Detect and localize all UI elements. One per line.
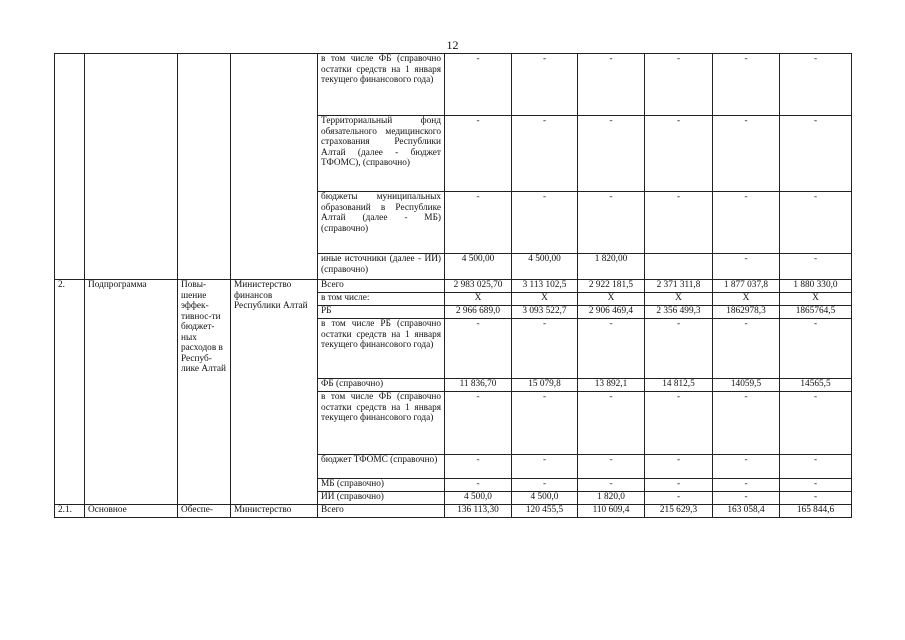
value-cell: - xyxy=(445,455,512,479)
value-cell: 165 844,6 xyxy=(780,505,852,518)
value-cell: 1 877 037,8 xyxy=(713,280,780,293)
value-cell: 15 079,8 xyxy=(512,379,578,392)
value-cell: - xyxy=(780,455,852,479)
value-cell: 120 455,5 xyxy=(512,505,578,518)
executor-name: Министерство финансов Республики Алтай xyxy=(231,280,318,505)
value-cell: X xyxy=(445,293,512,306)
value-cell: - xyxy=(445,116,512,192)
value-cell: 2 966 689,0 xyxy=(445,306,512,319)
source-label: ФБ (справочно) xyxy=(318,379,445,392)
value-cell: - xyxy=(780,192,852,254)
value-cell: - xyxy=(645,492,713,505)
value-cell: - xyxy=(645,319,713,379)
value-cell: 163 058,4 xyxy=(713,505,780,518)
source-label: Всего xyxy=(318,505,445,518)
value-cell xyxy=(645,254,713,280)
value-cell: - xyxy=(512,54,578,116)
name-cell xyxy=(178,54,231,280)
value-cell: - xyxy=(512,192,578,254)
value-cell: - xyxy=(445,192,512,254)
value-cell: - xyxy=(645,392,713,455)
value-cell: 3 113 102,5 xyxy=(512,280,578,293)
value-cell: X xyxy=(780,293,852,306)
value-cell: 2 906 469,4 xyxy=(578,306,645,319)
value-cell: 14565,5 xyxy=(780,379,852,392)
value-cell: 1 820,00 xyxy=(578,254,645,280)
table-body-main-activity xyxy=(55,505,852,518)
value-cell: 1862978,3 xyxy=(713,306,780,319)
value-cell: - xyxy=(578,455,645,479)
source-label: Территориальный фонд обязательного медицинского страхования Республики Алтай (далее - бюджет ТФОМС), (справочно) xyxy=(318,116,445,192)
value-cell: - xyxy=(445,54,512,116)
source-label: в том числе ФБ (справочно остатки средств на 1 января текущего финансового года) xyxy=(318,392,445,455)
value-cell: 136 113,30 xyxy=(445,505,512,518)
value-cell: - xyxy=(512,455,578,479)
value-cell: - xyxy=(645,54,713,116)
value-cell: 4 500,0 xyxy=(445,492,512,505)
source-label: РБ xyxy=(318,306,445,319)
value-cell: - xyxy=(780,479,852,492)
row-number: 2. xyxy=(55,280,85,505)
source-label: МБ (справочно) xyxy=(318,479,445,492)
value-cell: - xyxy=(780,392,852,455)
value-cell: - xyxy=(512,319,578,379)
value-cell: X xyxy=(713,293,780,306)
value-cell: 4 500,00 xyxy=(512,254,578,280)
value-cell: 4 500,00 xyxy=(445,254,512,280)
table-body-subprogram xyxy=(55,280,852,505)
value-cell: - xyxy=(780,116,852,192)
source-label: бюджеты муниципальных образований в Республике Алтай (далее - МБ) (справочно) xyxy=(318,192,445,254)
value-cell: - xyxy=(578,392,645,455)
value-cell: 13 892,1 xyxy=(578,379,645,392)
value-cell: 2 922 181,5 xyxy=(578,280,645,293)
value-cell: - xyxy=(445,319,512,379)
value-cell: - xyxy=(780,319,852,379)
table-row xyxy=(55,54,852,116)
value-cell: - xyxy=(445,479,512,492)
value-cell: - xyxy=(578,54,645,116)
executor-name: Министерство xyxy=(231,505,318,518)
source-label: Всего xyxy=(318,280,445,293)
value-cell: X xyxy=(578,293,645,306)
value-cell: 110 609,4 xyxy=(578,505,645,518)
source-label: в том числе: xyxy=(318,293,445,306)
value-cell: 3 093 522,7 xyxy=(512,306,578,319)
value-cell: - xyxy=(645,455,713,479)
activity-name: Обеспе- xyxy=(178,505,231,518)
value-cell: - xyxy=(578,192,645,254)
subprogram-name: Повы-шение эффек-тивнос-ти бюджет-ных расходов в Респуб-лике Алтай xyxy=(178,280,231,505)
value-cell: - xyxy=(512,392,578,455)
value-cell: - xyxy=(645,192,713,254)
value-cell: 215 629,3 xyxy=(645,505,713,518)
value-cell: 11 836,70 xyxy=(445,379,512,392)
value-cell: - xyxy=(780,254,852,280)
row-type: Основное xyxy=(85,505,178,518)
value-cell: 14 812,5 xyxy=(645,379,713,392)
value-cell: - xyxy=(445,392,512,455)
value-cell: 1 820,0 xyxy=(578,492,645,505)
page-number: 12 xyxy=(446,38,459,52)
value-cell: - xyxy=(512,479,578,492)
source-label: ИИ (справочно) xyxy=(318,492,445,505)
value-cell: - xyxy=(713,492,780,505)
value-cell: 2 983 025,70 xyxy=(445,280,512,293)
value-cell: - xyxy=(645,116,713,192)
value-cell: X xyxy=(512,293,578,306)
value-cell: 4 500,0 xyxy=(512,492,578,505)
source-label: иные источники (далее - ИИ) (справочно) xyxy=(318,254,445,280)
value-cell: 2 371 311,8 xyxy=(645,280,713,293)
executor-cell xyxy=(231,54,318,280)
table-row xyxy=(55,505,852,518)
row-number: 2.1. xyxy=(55,505,85,518)
value-cell: - xyxy=(512,116,578,192)
table-row xyxy=(55,280,852,293)
value-cell: - xyxy=(578,479,645,492)
value-cell: - xyxy=(713,455,780,479)
value-cell: - xyxy=(780,54,852,116)
value-cell: - xyxy=(645,479,713,492)
value-cell: 2 356 499,3 xyxy=(645,306,713,319)
type-cell xyxy=(85,54,178,280)
value-cell: - xyxy=(713,54,780,116)
row-type: Подпрограмма xyxy=(85,280,178,505)
value-cell: X xyxy=(645,293,713,306)
value-cell: - xyxy=(713,479,780,492)
value-cell: - xyxy=(713,116,780,192)
table-body-continued xyxy=(55,54,852,280)
value-cell: - xyxy=(713,192,780,254)
value-cell: 14059,5 xyxy=(713,379,780,392)
source-label: в том числе ФБ (справочно остатки средств на 1 января текущего финансового года) xyxy=(318,54,445,116)
value-cell: 1865764,5 xyxy=(780,306,852,319)
number-cell xyxy=(55,54,85,280)
source-label: в том числе РБ (справочно остатки средств на 1 января текущего финансового года) xyxy=(318,319,445,379)
value-cell: - xyxy=(578,116,645,192)
value-cell: - xyxy=(713,392,780,455)
value-cell: - xyxy=(713,319,780,379)
value-cell: - xyxy=(780,492,852,505)
source-label: бюджет ТФОМС (справочно) xyxy=(318,455,445,479)
budget-table xyxy=(54,53,852,518)
value-cell: - xyxy=(713,254,780,280)
value-cell: - xyxy=(578,319,645,379)
value-cell: 1 880 330,0 xyxy=(780,280,852,293)
